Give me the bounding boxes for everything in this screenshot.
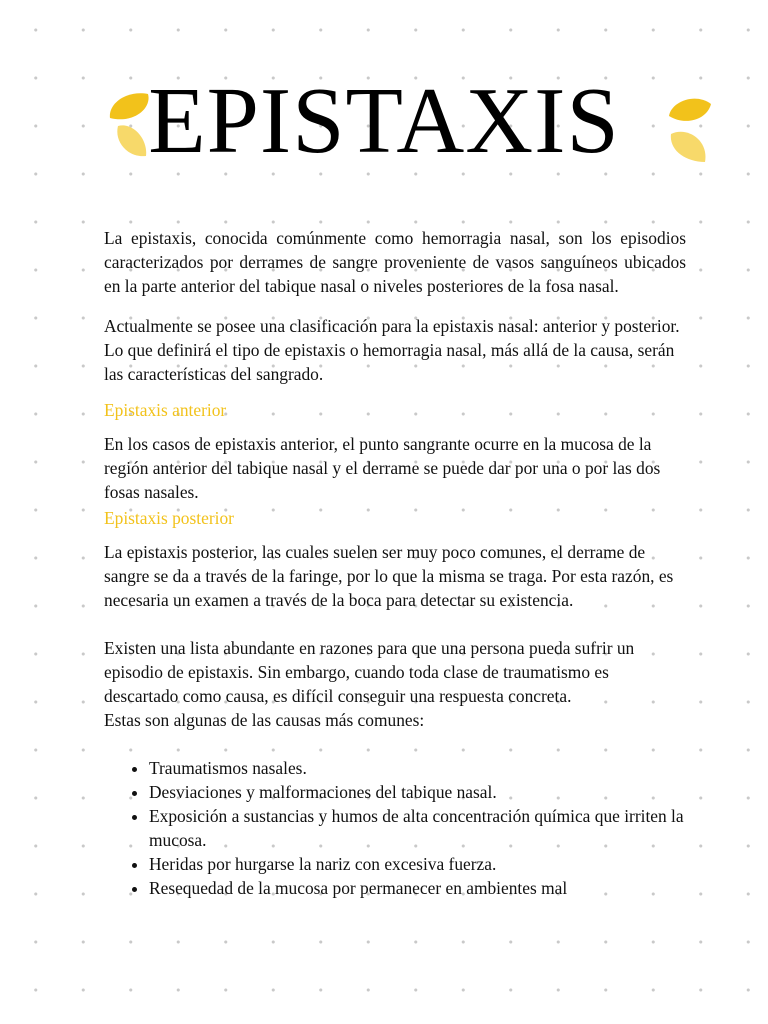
posterior-paragraph: La epistaxis posterior, las cuales suelen ser muy poco comunes, el derrame de sangre se da a través de la faringe, por lo que la misma se traga. Por esta razón, es necesaria un examen a través de la boca para detectar su existencia. bbox=[104, 542, 674, 610]
list-item: • Resequedad de la mucosa por permanecer en ambientes mal bbox=[149, 876, 686, 900]
list-item: • Exposición a sustancias y humos de alta concentración química que irriten la mucosa. bbox=[149, 804, 686, 852]
classification-paragraph: Actualmente se posee una clasificación para la epistaxis nasal: anterior y posterior. Lo que definirá el tipo de epistaxis o hemorragia nasal, más allá de la causa, serán las características del sangrado. bbox=[104, 316, 680, 384]
causes-lead-paragraph: Estas son algunas de las causas más comunes: bbox=[104, 710, 425, 730]
intro-paragraph: La epistaxis, conocida comúnmente como hemorragia nasal, son los episodios caracterizados por derrames de sangre proveniente de vasos sanguíneos ubicados en la parte anterior del tabique nasal o niveles posteriores de la fosa nasal. bbox=[104, 228, 686, 296]
causes-list bbox=[104, 756, 686, 900]
list-item: • Heridas por hurgarse la nariz con excesiva fuerza. bbox=[149, 852, 686, 876]
heading-epistaxis-anterior: Epistaxis anterior bbox=[104, 400, 227, 420]
list-item: • Traumatismos nasales. bbox=[149, 756, 686, 780]
document-body bbox=[104, 226, 686, 900]
anterior-paragraph: En los casos de epistaxis anterior, el punto sangrante ocurre en la mucosa de la región anterior del tabique nasal y el derrame se puede dar por una o por las dos fosas nasales. bbox=[104, 434, 661, 502]
list-item: • Desviaciones y malformaciones del tabique nasal. bbox=[149, 780, 686, 804]
causes-intro-paragraph: Existen una lista abundante en razones para que una persona pueda sufrir un episodio de epistaxis. Sin embargo, cuando toda clase de traumatismo es descartado como causa, es difícil conseguir una respuesta concreta. bbox=[104, 638, 635, 706]
page-title: EPISTAXIS bbox=[148, 69, 620, 173]
heading-epistaxis-posterior: Epistaxis posterior bbox=[104, 508, 234, 528]
